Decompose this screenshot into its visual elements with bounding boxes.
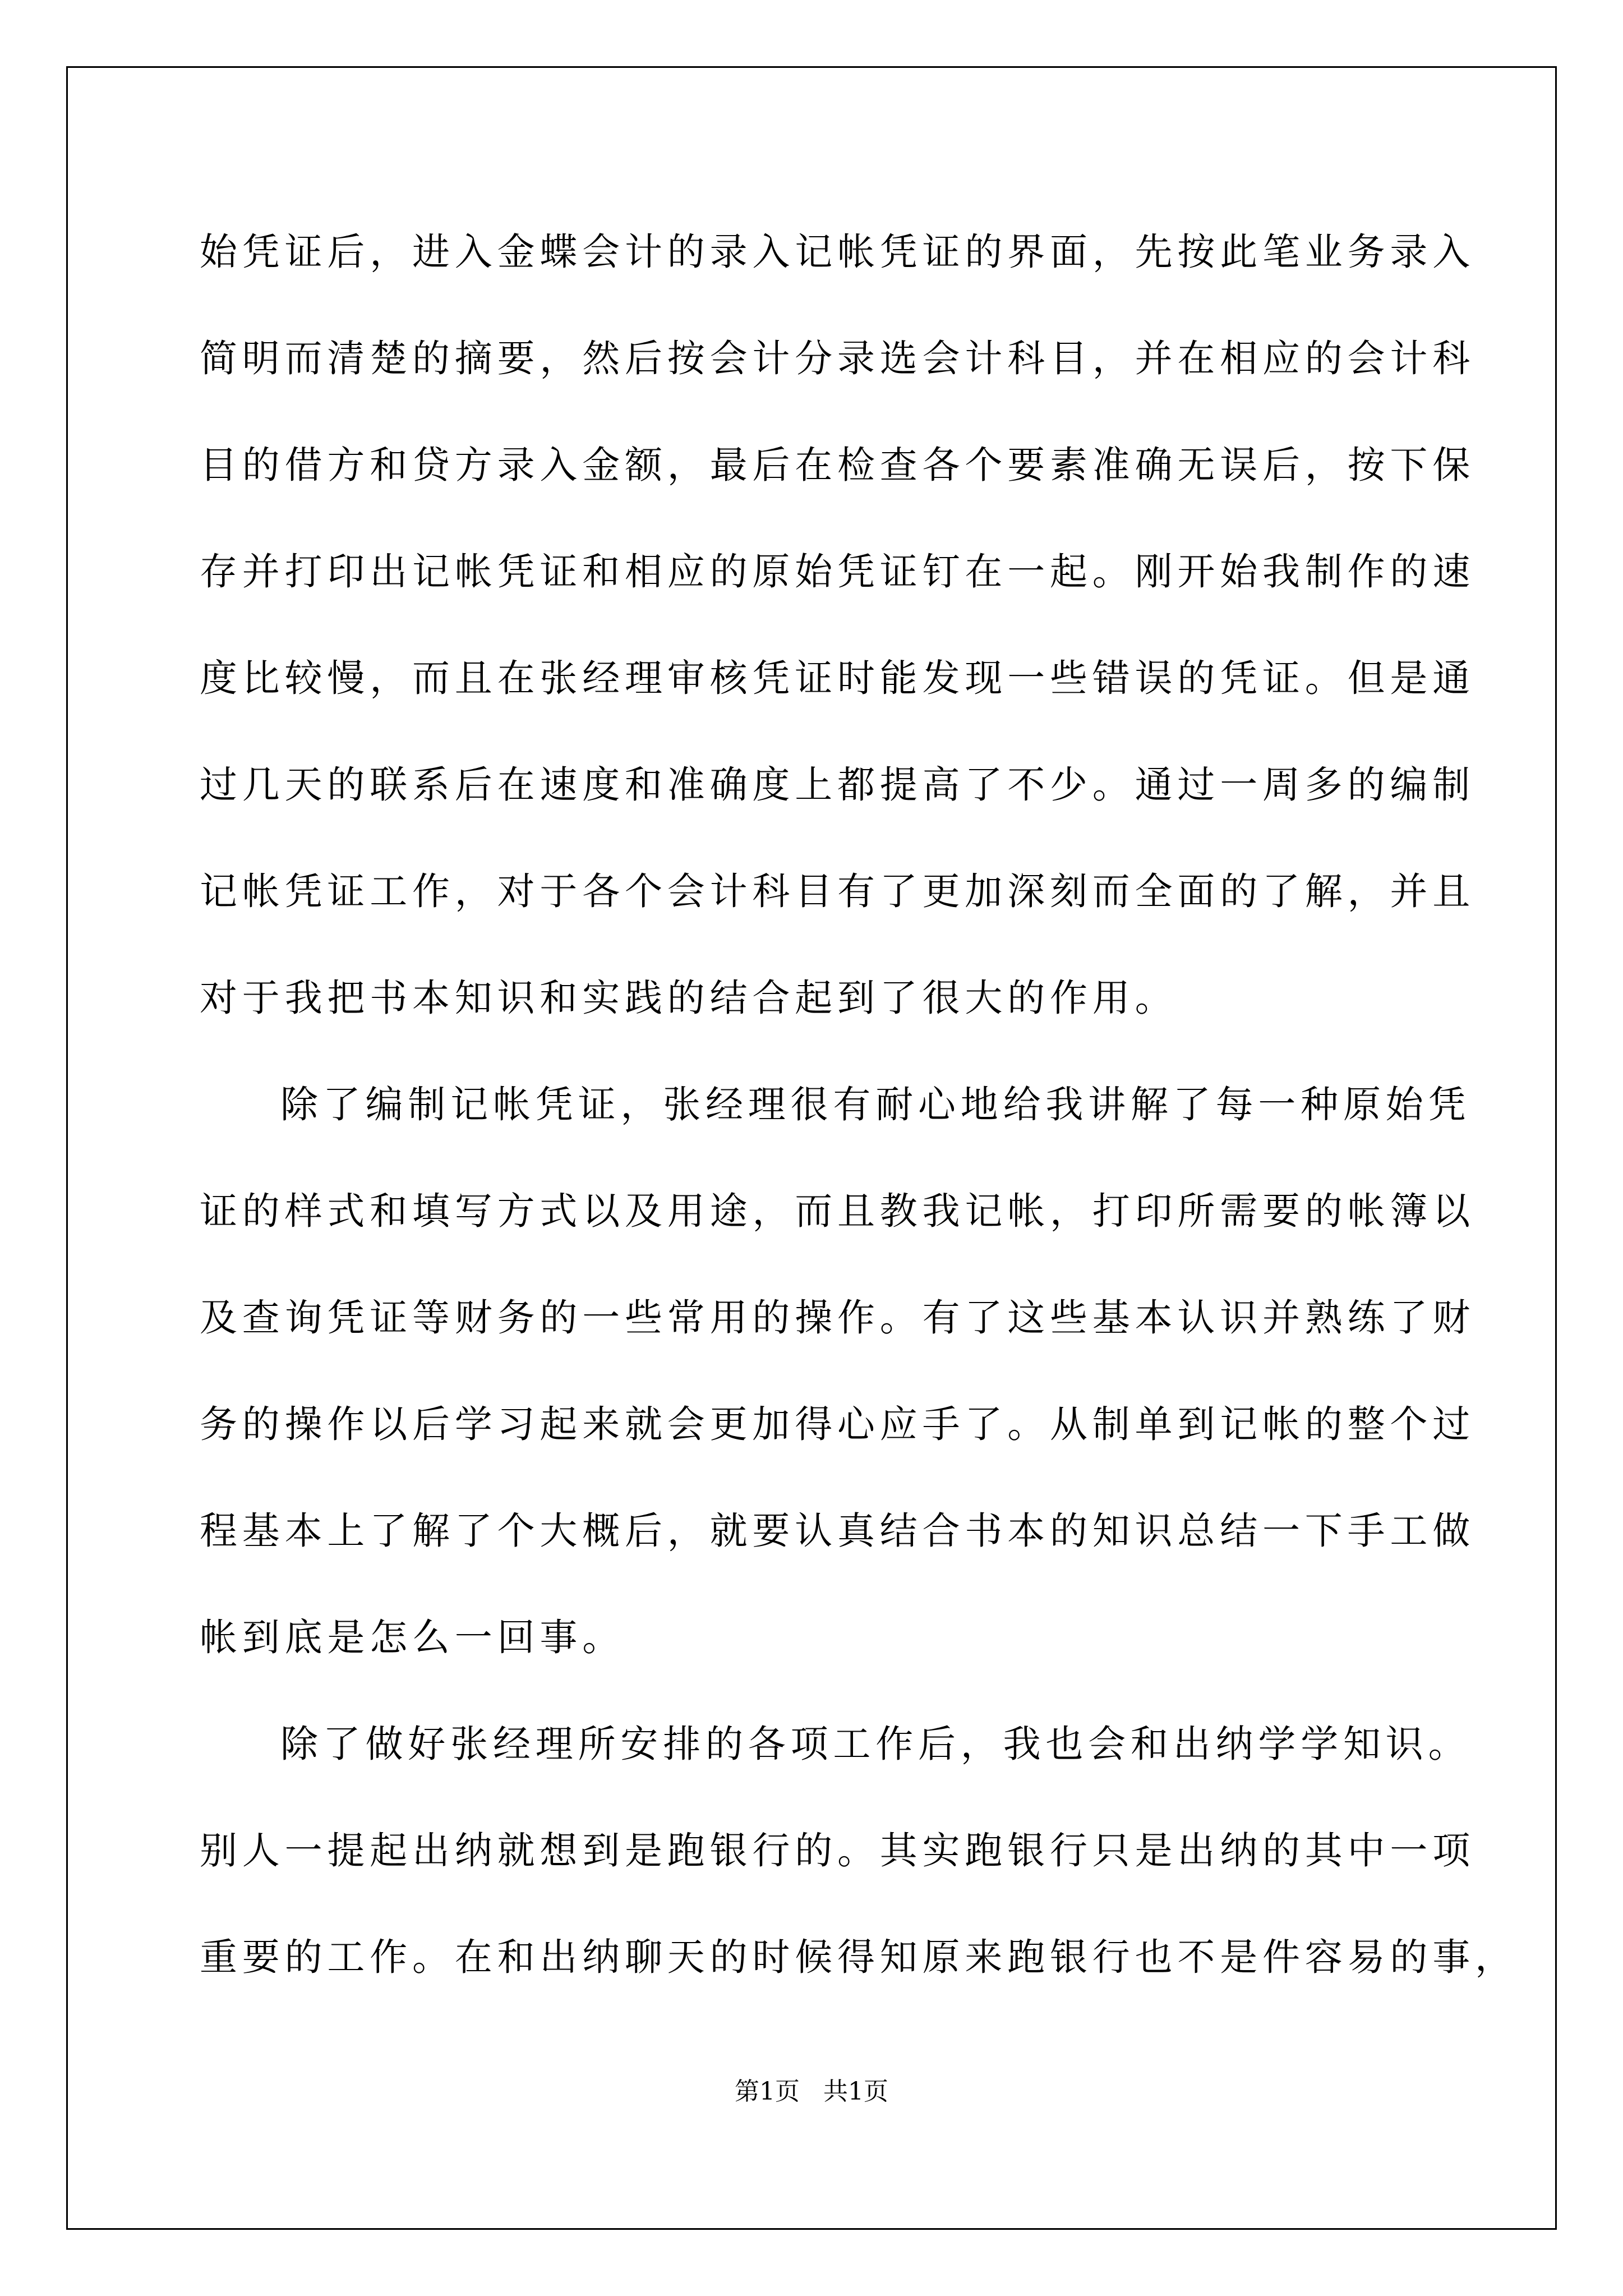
body-text-line: 帐到底是怎么一回事。 [200,1616,625,1659]
body-text-line: 记帐凭证工作，对于各个会计科目有了更加深刻而全面的了解，并且 [200,869,1475,913]
body-text-line: 始凭证后，进入金蝶会计的录入记帐凭证的界面，先按此笔业务录入 [200,230,1475,274]
body-text-line: 程基本上了解了个大概后，就要认真结合书本的知识总结一下手工做 [200,1509,1475,1553]
body-text-line: 目的借方和贷方录入金额，最后在检查各个要素准确无误后，按下保 [200,443,1475,487]
body-text-line: 过几天的联系后在速度和准确度上都提高了不少。通过一周多的编制 [200,763,1475,807]
body-text-line: 除了做好张经理所安排的各项工作后，我也会和出纳学学知识。 [280,1722,1471,1766]
body-text-line: 度比较慢，而且在张经理审核凭证时能发现一些错误的凭证。但是通 [200,656,1475,700]
body-text-line: 除了编制记帐凭证，张经理很有耐心地给我讲解了每一种原始凭 [280,1083,1471,1126]
body-text-line: 别人一提起出纳就想到是跑银行的。其实跑银行只是出纳的其中一项 [200,1829,1475,1872]
body-text-line: 对于我把书本知识和实践的结合起到了很大的作用。 [200,976,1178,1020]
page-number-footer: 第1页 共1页 [735,2077,888,2106]
body-text-line: 务的操作以后学习起来就会更加得心应手了。从制单到记帐的整个过 [200,1402,1475,1446]
body-text-line: 简明而清楚的摘要，然后按会计分录选会计科目，并在相应的会计科 [200,337,1475,380]
body-text-line: 及查询凭证等财务的一些常用的操作。有了这些基本认识并熟练了财 [200,1296,1475,1340]
body-text-line: 存并打印出记帐凭证和相应的原始凭证钉在一起。刚开始我制作的速 [200,550,1475,593]
body-text-line: 证的样式和填写方式以及用途，而且教我记帐，打印所需要的帐簿以 [200,1189,1475,1233]
page-border [66,66,1557,2230]
body-text-line: 重要的工作。在和出纳聊天的时候得知原来跑银行也不是件容易的事， [200,1935,1518,1979]
